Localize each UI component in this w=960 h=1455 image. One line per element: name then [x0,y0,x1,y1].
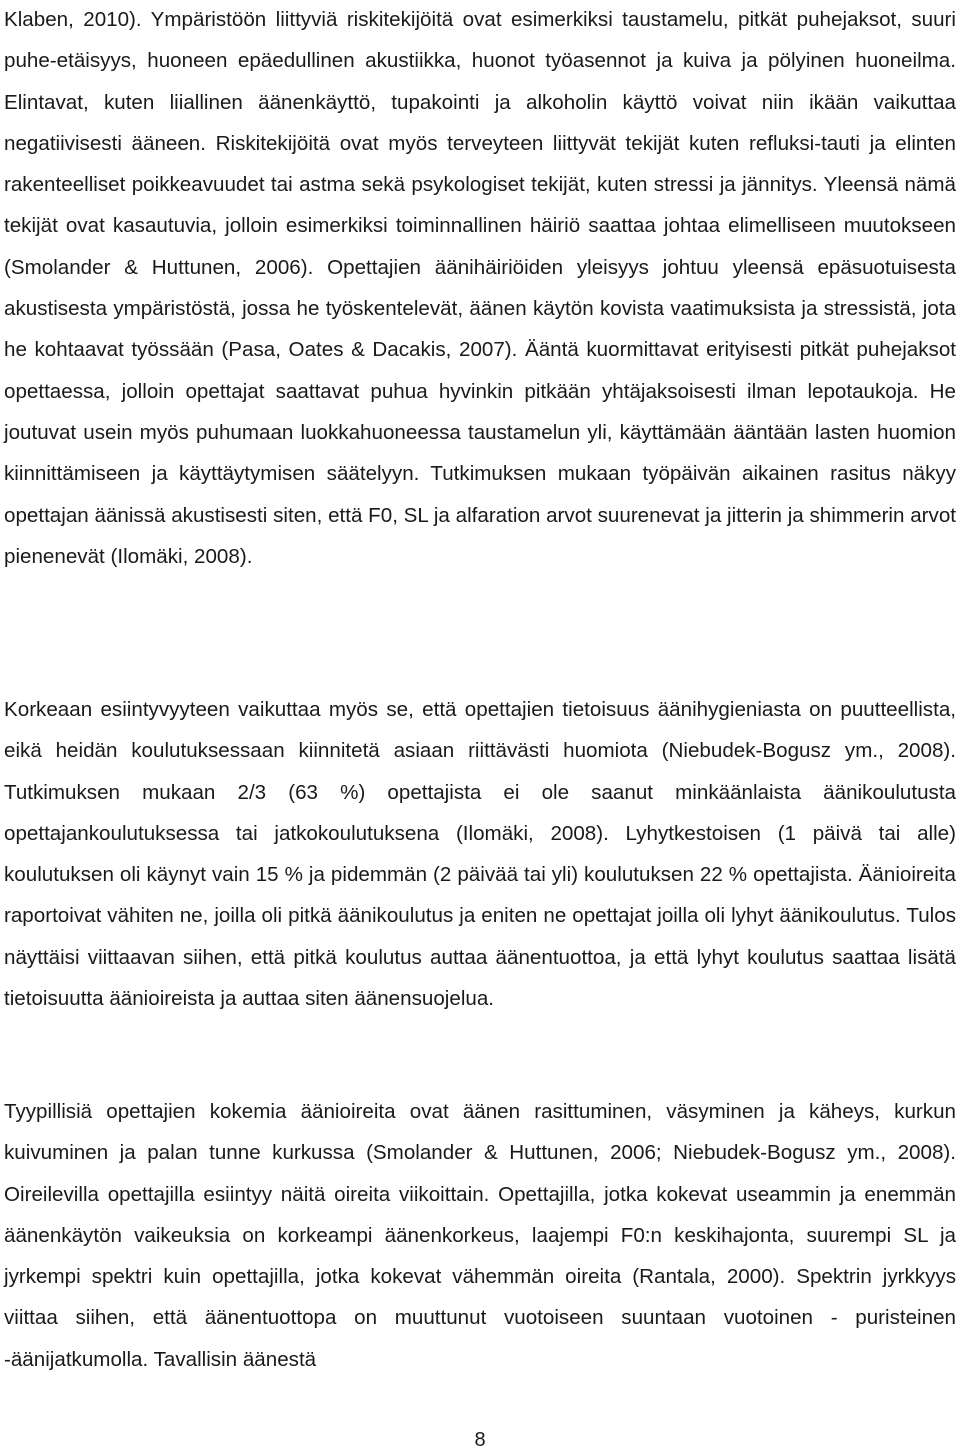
page-number: 8 [474,1429,486,1451]
body-paragraph-1: Klaben, 2010). Ympäristöön liittyviä riskitekijöitä ovat esimerkiksi taustamelu, pitkät puhejaksot, suuri puhe-etäisyys, huoneen epäedullinen akustiikka, huonot työasennot ja kuiva ja pölyinen huoneilma. Elintavat, kuten liiallinen äänenkäyttö, tupakointi ja alkoholin käyttö voivat niin ikään vaikuttaa negatiivisesti ääneen. Riskitekijöitä ovat myös terveyteen liittyvät tekijät kuten refluksi-tauti ja elinten rakenteelliset poikkeavuudet tai astma sekä psykologiset tekijät, kuten stressi ja jännitys. Yleensä nämä tekijät ovat kasautuvia, jolloin esimerkiksi toiminnallinen häiriö saattaa johtaa elimelliseen muutokseen (Smolander & Huttunen, 2006). Opettajien äänihäiriöiden yleisyys johtuu yleensä epäsuotuisesta akustisesta ympäristöstä, jossa he työskentelevät, äänen käytön kovista vaatimuksista ja stressistä, jota he kohtaavat työssään (Pasa, Oates & Dacakis, 2007). Ääntä kuormittavat erityisesti pitkät puhejaksot opettaessa, jolloin opettajat saattavat puhua hyvinkin pitkään yhtäjaksoisesti ilman lepotaukoja. He joutuvat usein myös puhumaan luokkahuoneessa taustamelun yli, käyttämään ääntään lasten huomion kiinnittämiseen ja käyttäytymisen säätelyyn. Tutkimuksen mukaan työpäivän aikainen rasitus näkyy opettajan äänissä akustisesti siten, että F0, SL ja alfaration arvot suurenevat ja jitterin ja shimmerin arvot pienenevät (Ilomäki, 2008). [4,8,956,568]
body-paragraph-3: Tyypillisiä opettajien kokemia äänioireita ovat äänen rasittuminen, väsyminen ja käheys, kurkun kuivuminen ja palan tunne kurkussa (Smolander & Huttunen, 2006; Niebudek-Bogusz ym., 2008). Oireilevilla opettajilla esiintyy näitä oireita viikoittain. Opettajilla, jotka kokevat useammin ja enemmän äänenkäytön vaikeuksia on korkeampi äänenkorkeus, laajempi F0:n keskihajonta, suurempi SL ja jyrkempi spektri kuin opettajilla, jotka kokevat vähemmän oireita (Rantala, 2000). Spektrin jyrkkyys viittaa siihen, että äänentuottopa on muuttunut vuotoiseen suuntaan vuotoinen - puristeinen -äänijatkumolla. Tavallisin äänestä [4,1100,956,1371]
body-paragraph-2: Korkeaan esiintyvyyteen vaikuttaa myös se, että opettajien tietoisuus äänihygieniasta on puutteellista, eikä heidän koulutuksessaan kiinnitetä asiaan riittävästi huomiota (Niebudek-Bogusz ym., 2008). Tutkimuksen mukaan 2/3 (63 %) opettajista ei ole saanut minkäänlaista äänikoulutusta opettajankoulutuksessa tai jatkokoulutuksena (Ilomäki, 2008). Lyhytkestoisen (1 päivä tai alle) koulutuksen oli käynyt vain 15 % ja pidemmän (2 päivää tai yli) koulutuksen 22 % opettajista. Äänioireita raportoivat vähiten ne, joilla oli pitkä äänikoulutus ja eniten ne opettajat joilla oli lyhyt äänikoulutus. Tulos näyttäisi viittaavan siihen, että pitkä koulutus auttaa äänentuottoa, ja että lyhyt koulutus saattaa lisätä tietoisuutta äänioireista ja auttaa siten äänensuojelua. [4,698,956,1011]
